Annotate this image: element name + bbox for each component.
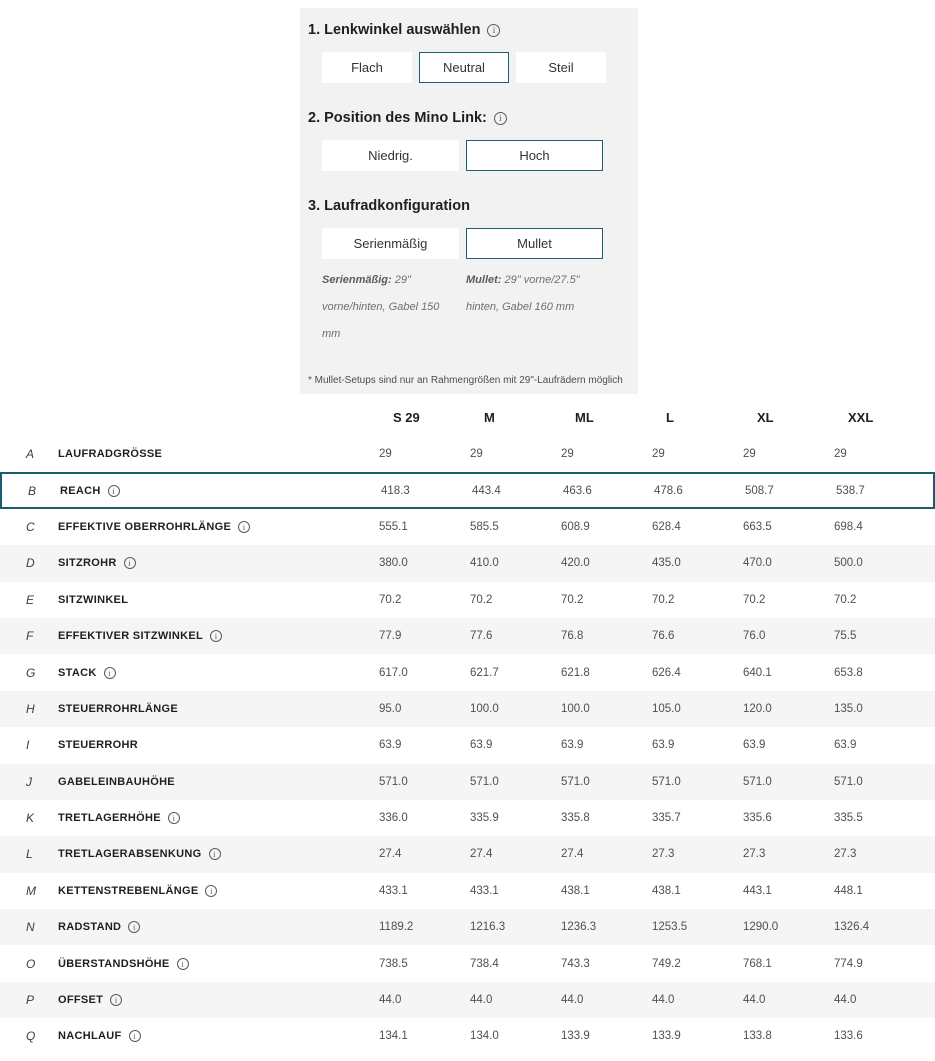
row-label-text: ÜBERSTANDSHÖHE xyxy=(58,957,170,970)
column-header-xl: XL xyxy=(757,409,774,425)
row-value-m: 63.9 xyxy=(470,739,493,752)
row-value-m: 335.9 xyxy=(470,812,499,825)
option-caption-lead: Mullet: xyxy=(466,274,502,286)
table-row-h xyxy=(0,691,935,727)
table-row-k xyxy=(0,800,935,836)
row-value-xxl: 698.4 xyxy=(834,520,863,533)
info-icon[interactable]: i xyxy=(494,112,507,125)
row-value-xl: 120.0 xyxy=(743,702,772,715)
row-value-s-29: 77.9 xyxy=(379,630,402,643)
row-value-xl: 335.6 xyxy=(743,812,772,825)
row-value-l: 435.0 xyxy=(652,557,681,570)
row-value-l: 63.9 xyxy=(652,739,675,752)
info-icon[interactable]: i xyxy=(168,812,180,824)
row-letter: M xyxy=(26,883,36,898)
row-value-ml: 63.9 xyxy=(561,739,584,752)
info-icon[interactable]: i xyxy=(487,24,500,37)
column-header-ml: ML xyxy=(575,409,594,425)
info-icon[interactable]: i xyxy=(209,848,221,860)
row-value-ml: 1236.3 xyxy=(561,921,597,934)
table-row-e xyxy=(0,582,935,618)
row-letter: E xyxy=(26,592,35,607)
row-label-text: REACH xyxy=(60,484,101,497)
row-value-s-29: 95.0 xyxy=(379,702,402,715)
row-value-xxl: 500.0 xyxy=(834,557,863,570)
row-value-ml: 335.8 xyxy=(561,812,590,825)
row-letter: H xyxy=(26,701,35,716)
row-letter: D xyxy=(26,556,35,571)
row-value-xl: 470.0 xyxy=(743,557,772,570)
row-value-xxl: 27.3 xyxy=(834,848,857,861)
row-value-xxl: 335.5 xyxy=(834,812,863,825)
row-letter: I xyxy=(26,738,30,753)
mullet-footnote: * Mullet-Setups sind nur an Rahmengrößen mit 29"-Laufrädern möglich xyxy=(308,374,623,386)
row-value-ml: 76.8 xyxy=(561,630,584,643)
row-value-xxl: 571.0 xyxy=(834,775,863,788)
row-value-s-29: 555.1 xyxy=(379,520,408,533)
row-letter: Q xyxy=(26,1029,36,1044)
row-value-xxl: 75.5 xyxy=(834,630,857,643)
row-value-s-29: 380.0 xyxy=(379,557,408,570)
info-icon[interactable]: i xyxy=(124,557,136,569)
row-letter: B xyxy=(28,483,37,498)
row-value-m: 585.5 xyxy=(470,520,499,533)
row-value-m: 1216.3 xyxy=(470,921,506,934)
row-label-text: STEUERROHRLÄNGE xyxy=(58,702,179,715)
row-letter: K xyxy=(26,811,35,826)
row-value-s-29: 70.2 xyxy=(379,593,402,606)
config-options-3 xyxy=(322,228,628,259)
geometry-config-panel xyxy=(300,8,638,394)
info-icon[interactable]: i xyxy=(128,921,140,933)
row-value-s-29: 134.1 xyxy=(379,1030,408,1043)
info-icon[interactable]: i xyxy=(108,485,120,497)
row-value-ml: 463.6 xyxy=(563,484,592,497)
config-section-title xyxy=(308,22,626,38)
config-section-title xyxy=(308,110,626,126)
row-letter: F xyxy=(26,629,34,644)
row-value-xxl: 70.2 xyxy=(834,593,857,606)
row-value-s-29: 617.0 xyxy=(379,666,408,679)
row-value-ml: 571.0 xyxy=(561,775,590,788)
row-value-xl: 133.8 xyxy=(743,1030,772,1043)
column-header-l: L xyxy=(666,409,674,425)
row-value-l: 478.6 xyxy=(654,484,683,497)
row-value-xl: 44.0 xyxy=(743,994,766,1007)
row-value-xl: 1290.0 xyxy=(743,921,779,934)
row-value-l: 133.9 xyxy=(652,1030,681,1043)
row-value-s-29: 44.0 xyxy=(379,994,402,1007)
row-value-xxl: 538.7 xyxy=(836,484,865,497)
row-label xyxy=(58,812,379,824)
column-header-m: M xyxy=(484,409,495,425)
config-section-title-text: 3. Laufradkonfiguration xyxy=(308,198,470,214)
row-value-xl: 76.0 xyxy=(743,630,766,643)
row-letter: L xyxy=(26,847,33,862)
table-row-d xyxy=(0,545,935,581)
row-label xyxy=(58,739,379,751)
table-row-p xyxy=(0,982,935,1018)
row-label xyxy=(58,667,379,679)
row-label xyxy=(58,885,379,897)
row-label-text: LAUFRADGRÖSSE xyxy=(58,448,163,461)
row-letter: A xyxy=(26,447,35,462)
row-label-text: GABELEINBAUHÖHE xyxy=(58,775,175,788)
table-row-m xyxy=(0,873,935,909)
info-icon[interactable]: i xyxy=(238,521,250,533)
config-option-captions xyxy=(322,267,628,348)
config-section-1 xyxy=(300,22,638,83)
row-value-s-29: 571.0 xyxy=(379,775,408,788)
row-value-xl: 508.7 xyxy=(745,484,774,497)
geometry-table xyxy=(0,398,935,1055)
row-value-m: 738.4 xyxy=(470,957,499,970)
row-label xyxy=(58,521,379,533)
row-value-xxl: 29 xyxy=(834,448,847,461)
table-row-n xyxy=(0,909,935,945)
geometry-table-header xyxy=(14,398,921,436)
row-value-ml: 420.0 xyxy=(561,557,590,570)
option-caption: Mullet: 29" vorne/27.5" hinten, Gabel 160 mm xyxy=(466,274,580,313)
row-label-text: TRETLAGERHÖHE xyxy=(58,812,161,825)
row-value-m: 100.0 xyxy=(470,702,499,715)
row-value-l: 27.3 xyxy=(652,848,675,861)
row-value-xxl: 63.9 xyxy=(834,739,857,752)
option-button-steil[interactable]: Steil xyxy=(516,52,606,83)
row-label-text: SITZROHR xyxy=(58,557,117,570)
row-label-text: KETTENSTREBENLÄNGE xyxy=(58,884,199,897)
row-value-l: 76.6 xyxy=(652,630,675,643)
row-label-text: EFFEKTIVER SITZWINKEL xyxy=(58,630,204,643)
row-value-l: 626.4 xyxy=(652,666,681,679)
row-value-l: 1253.5 xyxy=(652,921,688,934)
table-row-o xyxy=(0,945,935,981)
row-label xyxy=(58,994,379,1006)
row-label-text: STEUERROHR xyxy=(58,739,139,752)
row-label xyxy=(60,485,381,497)
info-icon[interactable]: i xyxy=(129,1030,141,1042)
row-value-s-29: 27.4 xyxy=(379,848,402,861)
geometry-table-body xyxy=(0,436,935,1055)
row-label-text: EFFEKTIVE OBERROHRLÄNGE xyxy=(58,520,232,533)
row-value-s-29: 29 xyxy=(379,448,392,461)
row-letter: G xyxy=(26,665,36,680)
row-value-m: 443.4 xyxy=(472,484,501,497)
table-row-g xyxy=(0,654,935,690)
option-button-mullet[interactable]: Mullet xyxy=(466,228,603,259)
row-value-ml: 70.2 xyxy=(561,593,584,606)
row-label xyxy=(58,848,379,860)
row-value-xxl: 44.0 xyxy=(834,994,857,1007)
row-value-xl: 63.9 xyxy=(743,739,766,752)
row-value-l: 335.7 xyxy=(652,812,681,825)
table-row-c xyxy=(0,509,935,545)
column-header-s-29: S 29 xyxy=(393,409,420,425)
row-value-xl: 70.2 xyxy=(743,593,766,606)
row-label xyxy=(58,958,379,970)
row-label xyxy=(58,448,379,460)
row-value-ml: 608.9 xyxy=(561,520,590,533)
config-section-3 xyxy=(300,198,638,348)
row-label xyxy=(58,630,379,642)
row-value-m: 44.0 xyxy=(470,994,493,1007)
row-value-xl: 663.5 xyxy=(743,520,772,533)
row-value-m: 433.1 xyxy=(470,884,499,897)
row-label-text: SITZWINKEL xyxy=(58,593,129,606)
row-value-xl: 443.1 xyxy=(743,884,772,897)
row-value-m: 29 xyxy=(470,448,483,461)
row-label xyxy=(58,921,379,933)
option-button-hoch[interactable]: Hoch xyxy=(466,140,603,171)
info-icon[interactable]: i xyxy=(104,667,116,679)
row-value-ml: 27.4 xyxy=(561,848,584,861)
row-value-s-29: 63.9 xyxy=(379,739,402,752)
row-value-m: 621.7 xyxy=(470,666,499,679)
table-row-q xyxy=(0,1018,935,1054)
row-letter: J xyxy=(26,774,32,789)
row-value-xxl: 448.1 xyxy=(834,884,863,897)
row-value-l: 29 xyxy=(652,448,665,461)
row-value-l: 44.0 xyxy=(652,994,675,1007)
row-value-m: 27.4 xyxy=(470,848,493,861)
info-icon[interactable]: i xyxy=(210,630,222,642)
config-sections xyxy=(300,22,638,348)
table-row-l xyxy=(0,836,935,872)
option-caption-lead: Serienmäßig: xyxy=(322,274,392,286)
row-label-text: RADSTAND xyxy=(58,921,122,934)
row-value-m: 571.0 xyxy=(470,775,499,788)
row-value-xxl: 135.0 xyxy=(834,702,863,715)
row-label-text: TRETLAGERABSENKUNG xyxy=(58,848,202,861)
row-value-xxl: 133.6 xyxy=(834,1030,863,1043)
column-header-xxl: XXL xyxy=(848,409,874,425)
row-letter: C xyxy=(26,519,35,534)
row-value-m: 70.2 xyxy=(470,593,493,606)
row-value-l: 749.2 xyxy=(652,957,681,970)
row-value-ml: 438.1 xyxy=(561,884,590,897)
info-icon[interactable]: i xyxy=(177,958,189,970)
row-value-ml: 29 xyxy=(561,448,574,461)
config-section-title xyxy=(308,198,626,214)
option-button-neutral[interactable]: Neutral xyxy=(419,52,509,83)
row-label-text: NACHLAUF xyxy=(58,1030,122,1043)
row-label xyxy=(58,703,379,715)
row-value-l: 438.1 xyxy=(652,884,681,897)
row-value-ml: 133.9 xyxy=(561,1030,590,1043)
row-value-l: 105.0 xyxy=(652,702,681,715)
option-button-niedrig-[interactable]: Niedrig. xyxy=(322,140,459,171)
config-section-title-text: 1. Lenkwinkel auswählen xyxy=(308,22,481,38)
info-icon[interactable]: i xyxy=(110,994,122,1006)
row-label xyxy=(58,1030,379,1042)
row-value-s-29: 433.1 xyxy=(379,884,408,897)
row-value-ml: 743.3 xyxy=(561,957,590,970)
table-row-f xyxy=(0,618,935,654)
row-value-m: 77.6 xyxy=(470,630,493,643)
info-icon[interactable]: i xyxy=(205,885,217,897)
config-options-1 xyxy=(322,52,628,83)
row-value-ml: 100.0 xyxy=(561,702,590,715)
config-options-2 xyxy=(322,140,628,171)
row-value-xl: 29 xyxy=(743,448,756,461)
row-letter: P xyxy=(26,993,35,1008)
row-value-xl: 571.0 xyxy=(743,775,772,788)
row-value-l: 70.2 xyxy=(652,593,675,606)
row-value-s-29: 418.3 xyxy=(381,484,410,497)
option-caption: Serienmäßig: 29" vorne/hinten, Gabel 150 mm xyxy=(322,274,440,340)
row-value-xl: 768.1 xyxy=(743,957,772,970)
table-row-a xyxy=(0,436,935,472)
option-button-flach[interactable]: Flach xyxy=(322,52,412,83)
row-letter: N xyxy=(26,920,35,935)
row-value-xl: 27.3 xyxy=(743,848,766,861)
row-value-xxl: 774.9 xyxy=(834,957,863,970)
row-letter: O xyxy=(26,956,36,971)
row-value-s-29: 1189.2 xyxy=(379,921,414,934)
table-row-i xyxy=(0,727,935,763)
config-section-title-text: 2. Position des Mino Link: xyxy=(308,110,487,126)
row-value-xl: 640.1 xyxy=(743,666,772,679)
row-value-ml: 44.0 xyxy=(561,994,584,1007)
row-value-xxl: 653.8 xyxy=(834,666,863,679)
row-label xyxy=(58,594,379,606)
row-label-text: STACK xyxy=(58,666,97,679)
table-row-b xyxy=(0,472,935,508)
row-label xyxy=(58,776,379,788)
row-value-xxl: 1326.4 xyxy=(834,921,870,934)
option-button-serienm-ig[interactable]: Serienmäßig xyxy=(322,228,459,259)
row-value-s-29: 738.5 xyxy=(379,957,408,970)
table-row-j xyxy=(0,764,935,800)
config-section-2 xyxy=(300,110,638,171)
row-value-ml: 621.8 xyxy=(561,666,590,679)
row-value-l: 628.4 xyxy=(652,520,681,533)
row-label-text: OFFSET xyxy=(58,994,104,1007)
row-value-m: 134.0 xyxy=(470,1030,499,1043)
row-value-s-29: 336.0 xyxy=(379,812,408,825)
row-value-l: 571.0 xyxy=(652,775,681,788)
row-value-m: 410.0 xyxy=(470,557,499,570)
row-label xyxy=(58,557,379,569)
